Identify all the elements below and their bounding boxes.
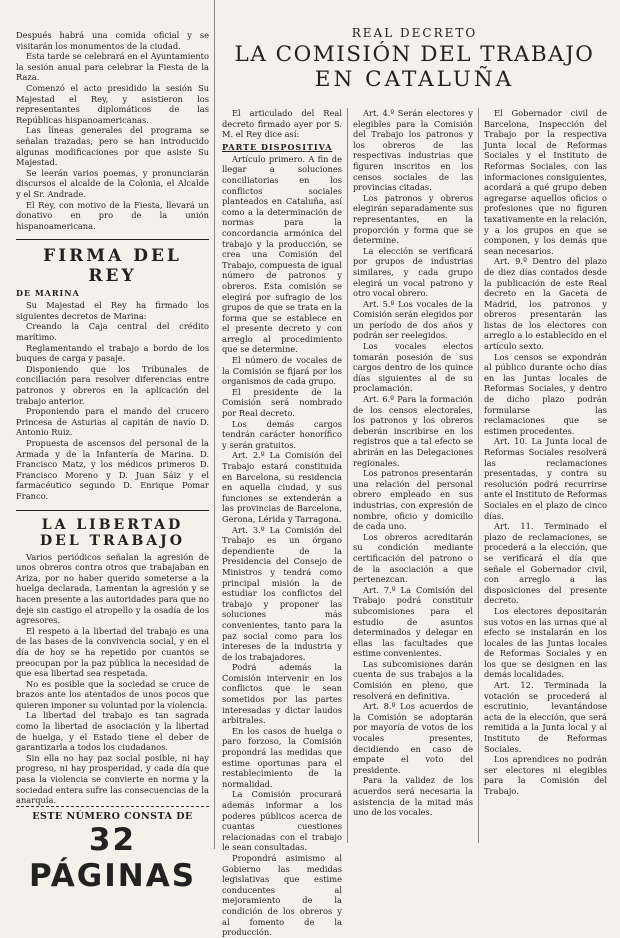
paragraph: Art. 10. La Junta local de Reformas Sociales resolverá las reclamaciones presentadas, y contra su resolución podrá recurrirse ante el Instituto de Reformas Sociales en el plazo de cinco días. bbox=[484, 436, 608, 521]
paragraph: Los electores depositarán sus votos en las urnas que al efecto se instalarán en los locales de las Juntas locales de Reformas Sociales y en los que se designen en las demás localidades. bbox=[484, 605, 607, 680]
paragraph: Para la validez de los acuerdos será necesaria la asistencia de la mitad más uno de los vocales. bbox=[353, 775, 473, 818]
paragraph: El respeto a la libertad del trabajo es una de las bases de la convivencia social, y en el día de hoy se ha repetido por cuantos se preocupan por la paz pública la necesidad de que esa libertad sea respetada. bbox=[16, 625, 209, 679]
paragraph: Los patronos presentarán una relación del personal obrero empleado en sus industrias, con expresión de nombre, oficio y domicilio de cada uno. bbox=[353, 468, 473, 532]
paragraph: Los patronos y obreros elegirán separadamente sus representantes, en la proporción y forma que se determine. bbox=[353, 192, 473, 246]
paragraph: Después habrá una comida oficial y se visitarán los monumentos de la ciudad. bbox=[16, 30, 209, 51]
paragraph: Los aprendices no podrán ser electores ni elegibles para la Comisión del Trabajo. bbox=[484, 754, 607, 796]
paragraph: Propuesta de ascensos del personal de la Armada y de la Infantería de Marina. D. Francisco Matz, y los médicos primeros D. Francisco Moreno y D. Juan Sáiz y el farmacéutico segundo D. Enrique Pomar Franco. bbox=[16, 438, 209, 501]
page-count: 32 PÁGINAS bbox=[28, 821, 197, 894]
firma-title: FIRMA DEL REY bbox=[43, 246, 182, 287]
kicker: REAL DECRETO bbox=[351, 26, 478, 40]
left-intro bbox=[16, 30, 209, 231]
paragraph: Art. 2.º La Comisión del Trabajo estará constituida en Barcelona, su residencia en aquella ciudad, y sus funciones se extenderán a las provincias de Barcelona, Gerona, Lérida y Tarragona. bbox=[222, 450, 342, 524]
paragraph: El Gobernador civil de Barcelona, Inspección del Trabajo por la respectiva Junta local de Reformas Sociales y el Instituto de Reformas Sociales, con las informaciones consiguientes, acordará a qué grupo deben agregarse aquellos oficios o profesiones que no figuren taxativamente en la relación, y a los grupos en que se componen, y los demás que sean necesarios. bbox=[484, 108, 607, 256]
paragraph: En los casos de huelga o paro forzoso, la Comisión propondrá las medidas que estime oportunas para el restablecimiento de la normalidad. bbox=[222, 725, 342, 789]
paragraph: Propondrá asimismo al Gobierno las medidas legislativas que estime conducentes al mejoramiento de la condición de los obreros y al fomento de la producción. bbox=[222, 852, 342, 938]
article-column-2 bbox=[353, 108, 473, 849]
paragraph: Proponiendo para el mando del crucero Princesa de Asturias al capitán de navío D. Antonio Ruiz. bbox=[16, 406, 209, 438]
paragraph: El número de vocales de la Comisión se fijará por los organismos de cada grupo. bbox=[222, 355, 342, 387]
paragraph: Los obreros acreditarán su condición mediante certificación del patrono o de la asociación a que pertenezcan. bbox=[353, 531, 473, 585]
headline-line-2: EN CATALUÑA bbox=[314, 67, 515, 92]
paragraph: Las líneas generales del programa se señalan trazadas, pero se han introducido algunas modificaciones por que asiste Su Majestad. bbox=[16, 125, 209, 168]
paragraph: Sin ella no hay paz social posible, ni hay progreso, ni hay prosperidad, y cada día que pasa la violencia se convierte en norma y la sociedad entera sufre las consecuencias de la anarquía. bbox=[16, 752, 209, 806]
paragraph: Reglamentando el trabajo a bordo de los buques de carga y pasaje. bbox=[16, 342, 209, 364]
firma-body bbox=[16, 300, 209, 501]
paragraph: Comenzó el acto presidido la sesión Su Majestad el Rey, y asistieron los representantes diplomáticos de las Repúblicas hispanoamericanas. bbox=[16, 82, 209, 125]
paragraph: La libertad del trabajo es tan sagrada como la libertad de asociación y la libertad de huelga, y el Estado tiene el deber de garantizarla a todos los ciudadanos. bbox=[16, 710, 209, 753]
paragraph: Art. 12. Terminada la votación se procederá al escrutinio, levantándose acta de la elección, que será remitida a la Junta local y al Instituto de Reformas Sociales. bbox=[484, 680, 607, 754]
paragraph: Art. 7.º La Comisión del Trabajo podrá constituir subcomisiones para el estudio de asuntos determinados y delegar en ellas las facultades que estime convenientes. bbox=[353, 584, 473, 659]
article-column-1 bbox=[222, 108, 342, 938]
paragraph: La elección se verificará por grupos de industrias similares, y cada grupo elegirá un vocal patrono y otro vocal obrero. bbox=[353, 245, 473, 299]
libertad-body bbox=[16, 551, 209, 806]
paragraph: El presidente de la Comisión será nombrado por Real decreto. bbox=[222, 386, 342, 419]
paragraph: Creando la Caja central del crédito marítimo. bbox=[16, 321, 209, 343]
paragraph: Art. 3.º La Comisión del Trabajo es un órgano dependiente de la Presidencia del Consejo de Ministros y tendrá como principal misión la de estudiar los conflictos del trabajo y proponer las soluciones más convenientes, tanto para la paz social como para los intereses de la industria y de los trabajadores. bbox=[222, 524, 342, 662]
column-rule bbox=[347, 108, 348, 843]
page-count-notice: ESTE NÚMERO CONSTA DE bbox=[32, 810, 193, 822]
col3-body bbox=[484, 108, 607, 797]
paragraph: Art. 6.º Para la formación de los censos electorales, los patronos y los obreros deberán inscribirse en los registros que a tal efecto se abrirán en las Delegaciones regionales. bbox=[353, 394, 473, 468]
firma-section: DE MARINA bbox=[16, 288, 80, 299]
lead: El articulado del Real decreto firmado ayer por S. M. el Rey dice así: bbox=[222, 108, 342, 140]
divider bbox=[16, 510, 209, 511]
divider bbox=[16, 239, 209, 240]
paragraph: Los censos se expondrán al público durante ocho días en las Juntas locales de Reformas Sociales, y dentro de dicho plazo podrán formularse las reclamaciones que se estimen procedentes. bbox=[484, 351, 607, 436]
paragraph: Podrá además la Comisión intervenir en los conflictos que le sean sometidos por las partes interesadas y dictar laudos arbitrales. bbox=[222, 662, 342, 726]
paragraph: El Rey, con motivo de la Fiesta, llevará un donativo en pro de la unión hispanoamericana. bbox=[16, 199, 209, 231]
paragraph: Art. 4.º Serán electores y elegibles para la Comisión del Trabajo los patronos y los obreros de las respectivas industrias que figuren inscritos en los censos sociales de las provincias citadas. bbox=[353, 108, 473, 193]
paragraph: La Comisión procurará además informar a los poderes públicos acerca de cuantas cuestiones relacionadas con el trabajo le sean consultadas. bbox=[222, 789, 342, 853]
headline-line-1: LA COMISIÓN DEL TRABAJO bbox=[234, 42, 595, 67]
paragraph: No es posible que la sociedad se cruce de brazos ante los atentados de unos pocos que quieren imponer su voluntad por la violencia. bbox=[16, 678, 209, 710]
left-column bbox=[16, 0, 209, 894]
article-columns bbox=[222, 108, 608, 938]
paragraph: Su Majestad el Rey ha firmado los siguientes decretos de Marina: bbox=[16, 300, 209, 321]
col1-body bbox=[222, 154, 342, 938]
paragraph: Art. 5.º Los vocales de la Comisión serán elegidos por un período de dos años y podrán ser reelegidos. bbox=[353, 298, 473, 341]
paragraph: Artículo primero. A fin de llegar a soluciones conciliatorias en los conflictos sociales planteados en Cataluña, así como a la determinación de normas para la concordancia armónica del trabajo y la producción, se crea una Comisión del Trabajo, compuesta de igual número de patronos y obreros. Esta comisión se elegirá por sufragio de los grupos de que se trata en la forma que se establece en el presente decreto y con arreglo al procedimiento que se determine. bbox=[222, 153, 342, 355]
column-rule bbox=[478, 108, 479, 843]
part-heading: PARTE DISPOSITIVA bbox=[222, 141, 333, 152]
paragraph: Disponiendo que los Tribunales de conciliación para resolver diferencias entre patronos y obreros en la aplicación del trabajo anterior. bbox=[16, 363, 209, 406]
paragraph: Art. 8.º Los acuerdos de la Comisión se adoptarán por mayoría de votos de los vocales presentes, decidiendo en caso de empate el voto del presidente. bbox=[353, 701, 473, 775]
paragraph: Las subcomisiones darán cuenta de sus trabajos a la Comisión en pleno, que resolverá en definitiva. bbox=[353, 658, 473, 701]
paragraph: Art. 9.º Dentro del plazo de diez días contados desde la publicación de este Real decreto en la Gaceta de Madrid, los patronos y obreros presentarán las listas de los electores con arreglo a lo establecido en el artículo sexto. bbox=[484, 256, 607, 352]
paragraph: Art. 11. Terminado el plazo de reclamaciones, se procederá a la elección, que se verificará el día que señale el Gobernador civil, con arreglo a las disposiciones del presente decreto. bbox=[484, 521, 607, 606]
paragraph: Varios periódicos señalan la agresión de unos obreros contra otros que trabajaban en Ariza, por no haber querido someterse a la huelga declarada. Lamentan la agresión y se hacen presente a las autoridades para que no deje sin castigo el atropello y la osadía de los agresores. bbox=[16, 551, 209, 626]
main-article bbox=[222, 0, 608, 938]
paragraph: Se leerán varios poemas, y pronunciarán discursos el alcalde de la Colonia, el Alcalde y el Sr. Andrade. bbox=[16, 167, 209, 199]
libertad-title-1: LA LIBERTAD bbox=[41, 516, 184, 533]
paragraph: Los vocales electos tomarán posesión de sus cargos dentro de los quince días siguientes al de su proclamación. bbox=[353, 341, 473, 394]
col2-body bbox=[353, 108, 473, 818]
column-rule bbox=[214, 0, 215, 849]
paragraph: Esta tarde se celebrará en el Ayuntamiento la sesión anual para celebrar la Fiesta de la Raza. bbox=[16, 51, 209, 83]
article-column-3 bbox=[484, 108, 607, 849]
libertad-title-2: DEL TRABAJO bbox=[40, 532, 185, 549]
paragraph: Los demás cargos tendrán carácter honorífico y serán gratuitos. bbox=[222, 418, 342, 450]
